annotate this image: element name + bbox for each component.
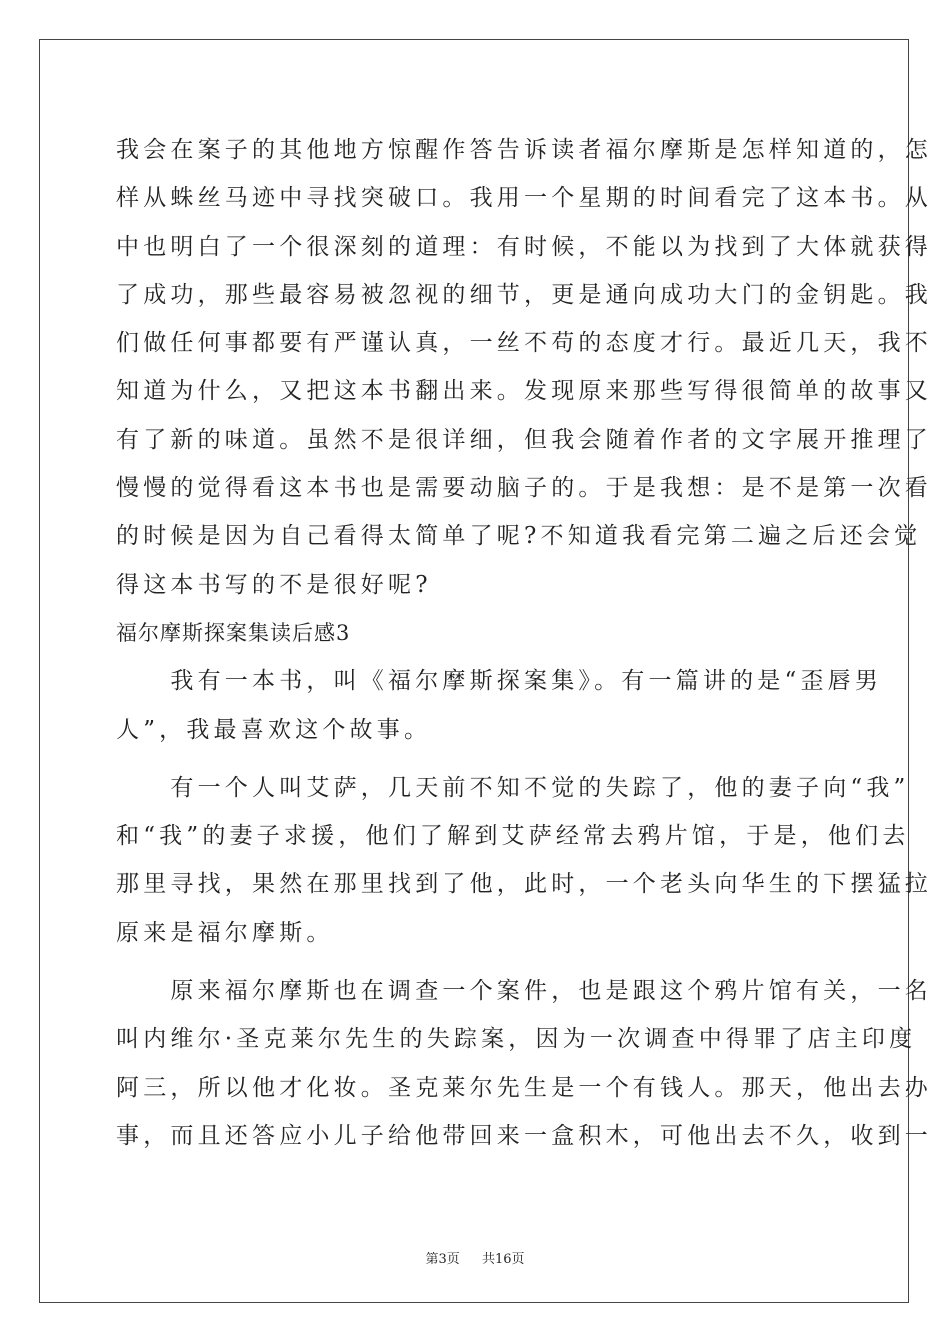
text-line: 样从蛛丝马迹中寻找突破口。我用一个星期的时间看完了这本书。从 xyxy=(116,185,932,212)
text-line: 们做任何事都要有严谨认真，一丝不苟的态度才行。最近几天，我不 xyxy=(116,330,932,357)
paragraph-2 xyxy=(116,657,883,754)
text-line: 我有一本书，叫《福尔摩斯探案集》。有一篇讲的是“歪唇男 xyxy=(116,668,883,695)
paragraph-4 xyxy=(116,967,932,1160)
text-line: 我会在案子的其他地方惊醒作答告诉读者福尔摩斯是怎样知道的，怎 xyxy=(116,137,932,163)
page-total: 共16页 xyxy=(482,1252,525,1267)
text-line: 中也明白了一个很深刻的道理：有时候，不能以为找到了大体就获得 xyxy=(116,233,932,260)
text-line: 有了新的味道。虽然不是很详细，但我会随着作者的文字展开推理了 xyxy=(116,426,932,453)
document-body xyxy=(116,126,932,1160)
page-number: 第3页 xyxy=(425,1252,460,1267)
text-line: 阿三，所以他才化妆。圣克莱尔先生是一个有钱人。那天，他出去办 xyxy=(116,1074,932,1101)
text-line: 和“我”的妻子求援，他们了解到艾萨经常去鸦片馆，于是，他们去 xyxy=(116,823,910,850)
text-line: 得这本书写的不是很好呢? xyxy=(116,571,432,598)
text-line: 人”，我最喜欢这个故事。 xyxy=(116,716,432,743)
page-footer xyxy=(0,1248,950,1267)
text-line: 事，而且还答应小儿子给他带回来一盒积木，可他出去不久，收到一 xyxy=(116,1122,932,1149)
paragraph-1 xyxy=(116,126,932,609)
section-title: 福尔摩斯探案集读后感3 xyxy=(116,620,351,645)
text-line: 原来是福尔摩斯。 xyxy=(116,919,334,946)
text-line: 原来福尔摩斯也在调查一个案件，也是跟这个鸦片馆有关，一名 xyxy=(116,978,932,1005)
paragraph-3 xyxy=(116,764,932,957)
text-line: 知道为什么，又把这本书翻出来。发现原来那些写得很简单的故事又 xyxy=(116,378,932,405)
text-line: 了成功，那些最容易被忽视的细节，更是通向成功大门的金钥匙。我 xyxy=(116,281,932,308)
text-line: 的时候是因为自己看得太简单了呢?不知道我看完第二遍之后还会觉 xyxy=(116,523,922,550)
text-line: 叫内维尔·圣克莱尔先生的失踪案，因为一次调查中得罪了店主印度 xyxy=(116,1026,917,1053)
text-line: 有一个人叫艾萨，几天前不知不觉的失踪了，他的妻子向“我” xyxy=(116,774,910,801)
text-line: 那里寻找，果然在那里找到了他，此时，一个老头向华生的下摆猛拉 xyxy=(116,871,932,898)
text-line: 慢慢的觉得看这本书也是需要动脑子的。于是我想：是不是第一次看 xyxy=(116,475,932,502)
